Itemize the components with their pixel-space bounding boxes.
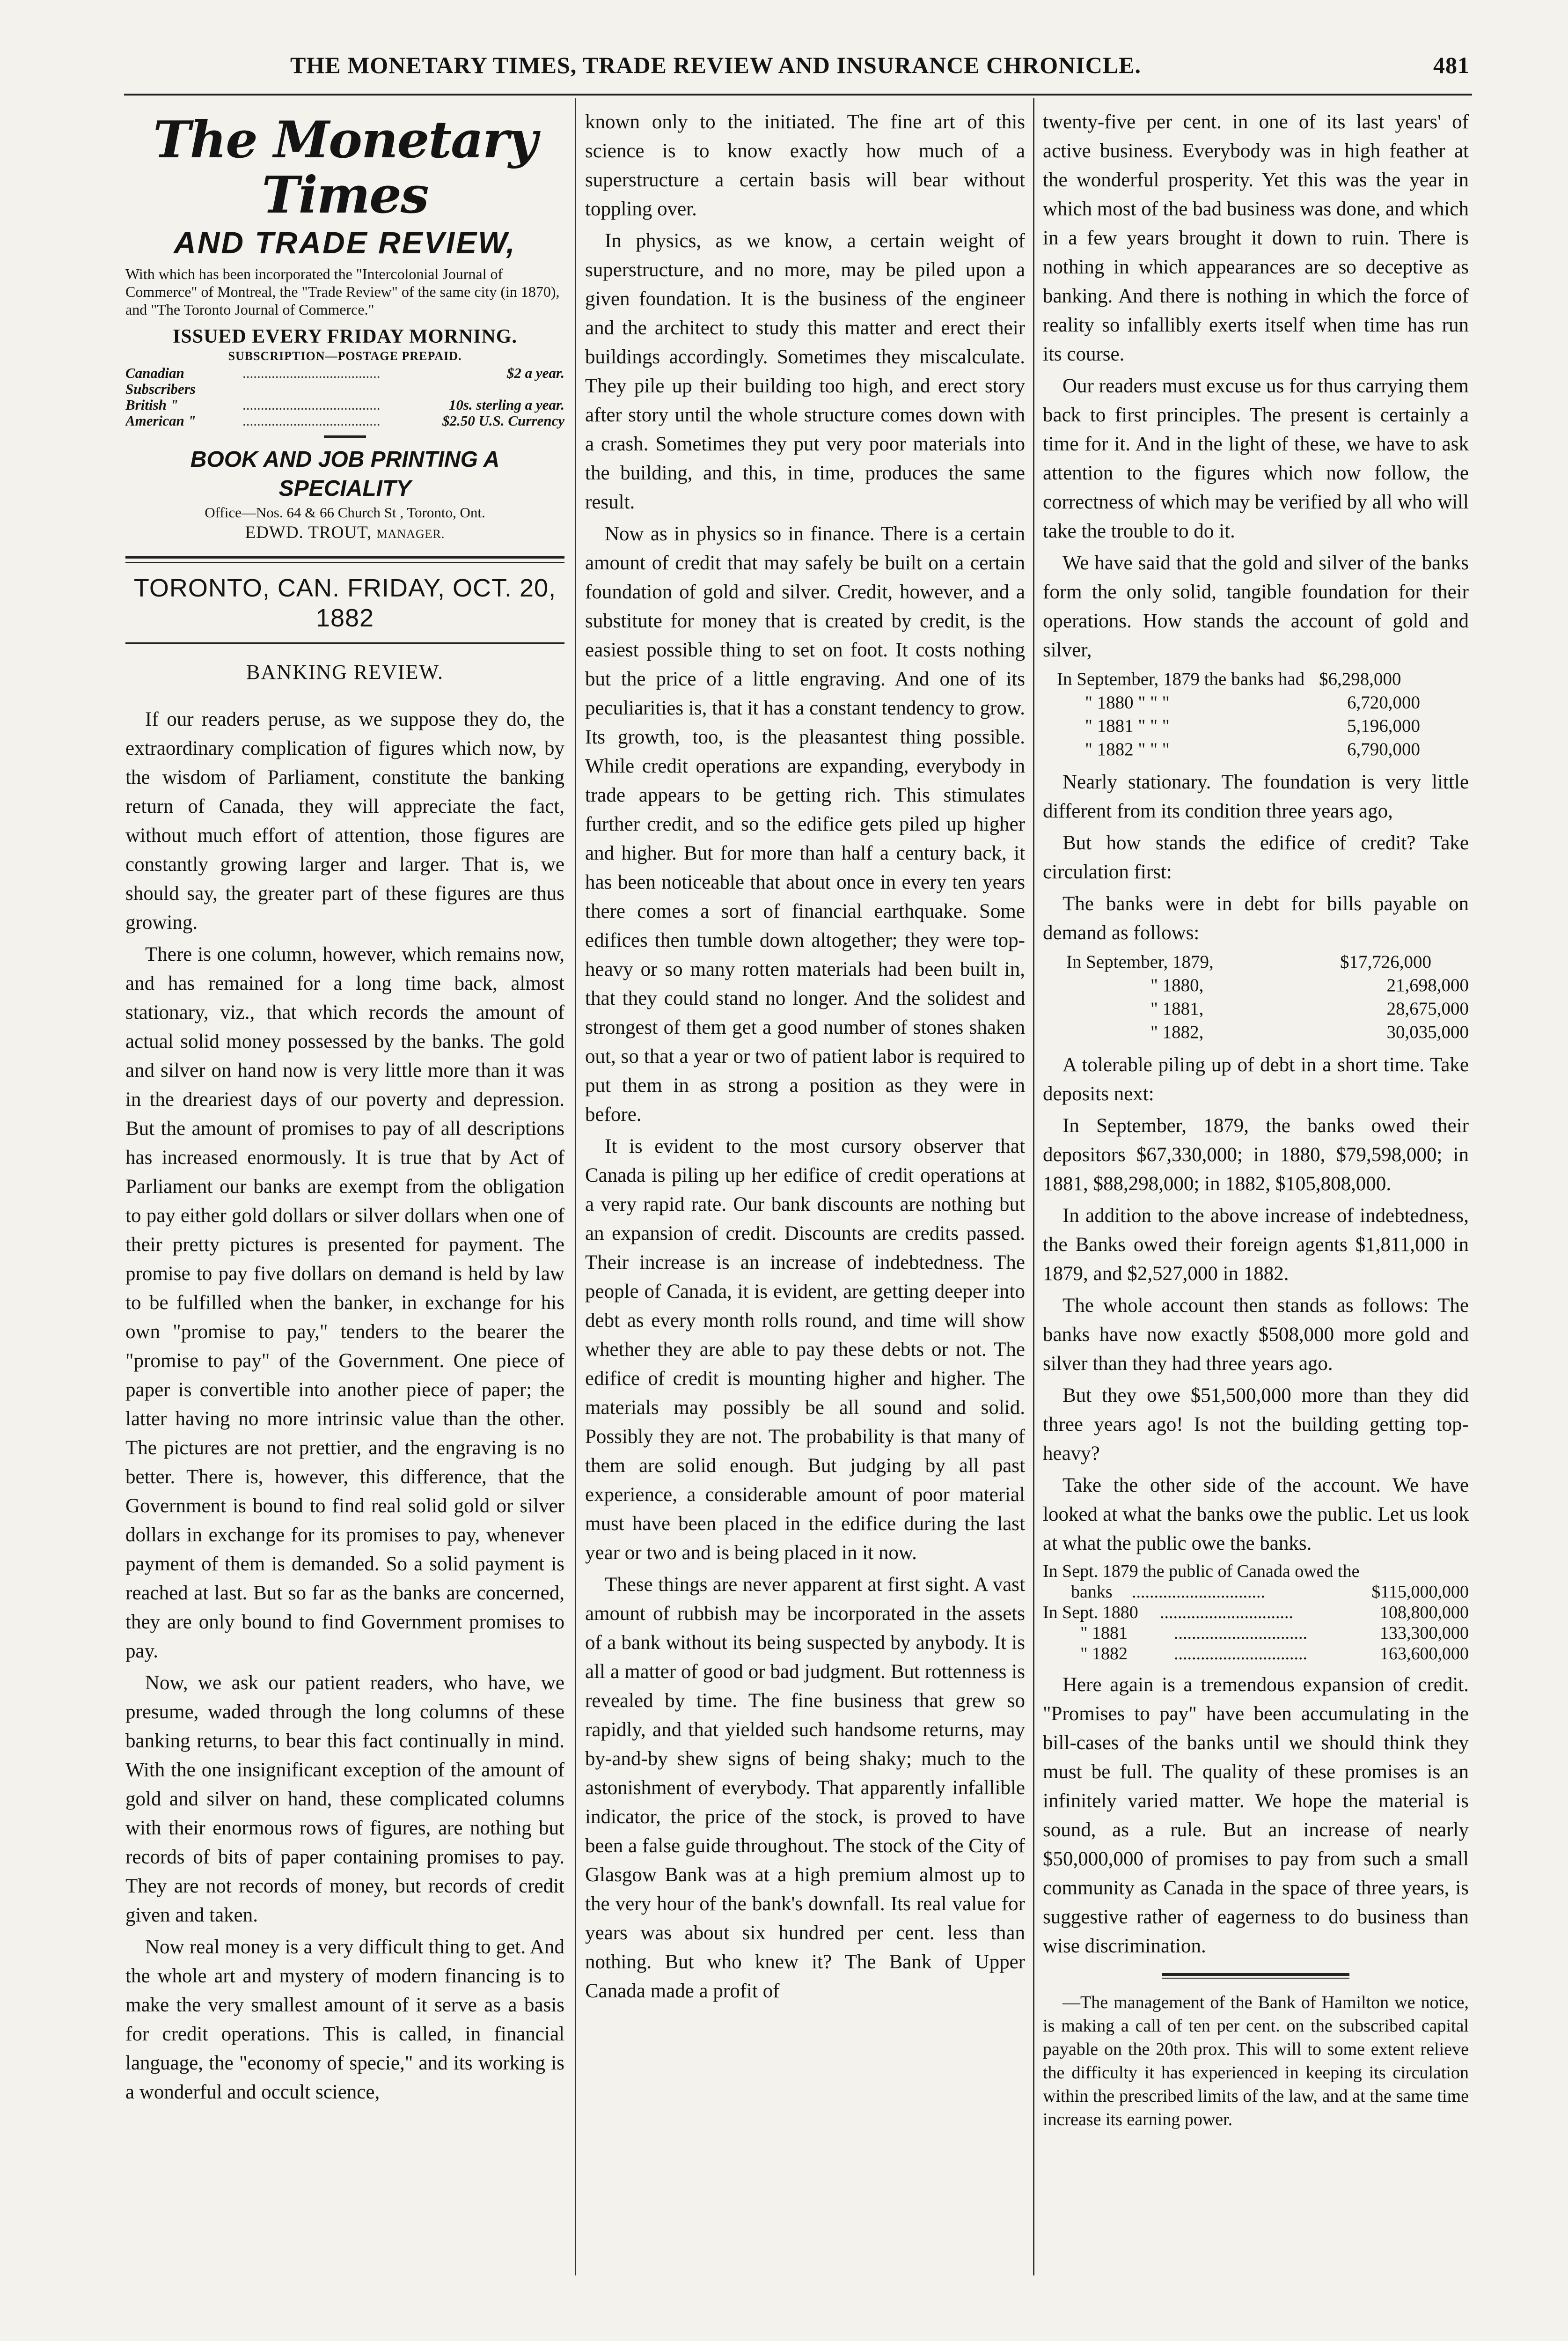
row-value: $17,726,000 — [1340, 952, 1431, 972]
double-rule — [125, 556, 564, 563]
paragraph: We have said that the gold and silver of the banks form the only solid, tangible foundation for their operations. How stands the account of gold and silver, — [1043, 552, 1469, 661]
row-value: $6,298,000 — [1319, 669, 1401, 689]
paragraph: known only to the initiated. The fine art of this science is to know exactly how much of a superstructure a certain basis will bear without toppling over. — [585, 111, 1025, 220]
paragraph: There is one column, however, which remains now, and has remained for a long time back, almost stationary, viz., that which records the amount of actual solid money possessed by the banks. The gold and silver on hand now is very little more than it was in the dreariest days of our poverty and depression. But the amount of promises to pay of all descriptions has increased enormously. It is true that by Act of Parliament our banks are exempt from the obligation to pay either gold dollars or silver dollars when one of their pretty pictures is presented for payment. The promise to pay five dollars on demand is held by law to be fulfilled when the banker, in exchange for his own "promise to pay," tenders to the bearer the "promise to pay" of the Government. One piece of paper is convertible into another piece of paper; the latter having no more intrinsic value than the other. The pictures are not prettier, and the engraving is no better. There is, however, this difference, that the Government is bound to find real solid gold or silver dollars in exchange for its promises to pay, whenever payment of them is demanded. So a solid payment is reached at last. But so far as the banks are concerned, they are only bound to find Government promises to pay. — [125, 943, 564, 1662]
row-label: " 1881 — [1080, 1623, 1128, 1643]
row-label: " 1882 — [1080, 1644, 1128, 1664]
row-value: 6,720,000 — [1347, 692, 1420, 713]
row-label: " 1882 " " " — [1085, 739, 1170, 759]
row-label: " 1882, — [1150, 1022, 1204, 1042]
row-dots: .............................. — [1174, 1623, 1307, 1643]
rate-label: British " — [125, 397, 178, 413]
paragraph: Now real money is a very difficult thing to get. And the whole art and mystery of modern financing is to make the very smallest amount of it serve as a basis for credit operations. This is called, in financial language, the "economy of specie," and its working is a wonderful and occult science, — [125, 1936, 564, 2103]
running-head-title: THE MONETARY TIMES, TRADE REVIEW AND INSURANCE CHRONICLE. — [290, 52, 1142, 78]
row-value: 21,698,000 — [1386, 975, 1469, 995]
public-debt-table — [1043, 1561, 1469, 1664]
row-value: 133,300,000 — [1380, 1623, 1469, 1643]
table-row — [1043, 714, 1469, 738]
rate-value: 10s. sterling a year. — [448, 397, 564, 413]
row-label: " 1881 " " " — [1085, 716, 1170, 736]
short-rule — [324, 435, 366, 438]
paragraph: It is evident to the most cursory observer that Canada is piling up her edifice of credit operations at a very rapid rate. Our bank discounts are nothing but an expansion of credit. Discounts are credits passed. Their increase is an increase of indebtedness. The people of Canada, it is evident, are getting deeper into debt as every month rolls round, and time will show whether they are able to pay these debts or not. The edifice of credit is mounting higher and higher. The materials may possibly be all sound and solid. Possibly they are not. The probability is that many of them are solid enough. But judging by all past experience, a considerable amount of poor material must have been placed in the edifice during the last year or two and is being placed in it now. — [585, 1135, 1025, 1564]
row-label: In September, 1879, — [1066, 952, 1214, 972]
manager-line — [125, 522, 564, 545]
paragraph: But how stands the edifice of credit? Take circulation first: — [1043, 832, 1469, 883]
row-label: " 1881, — [1150, 999, 1204, 1019]
running-head — [112, 52, 1470, 84]
table-lead: In Sept. 1879 the public of Canada owed the — [1043, 1561, 1360, 1581]
table-row — [1043, 997, 1469, 1021]
paragraph: Nearly stationary. The foundation is very little different from its condition three years ago, — [1043, 771, 1469, 822]
paragraph: twenty-five per cent. in one of its last years' of active business. Everybody was in high feather at the wonderful prosperity. Yet this was the year in which most of the bad business was done, and which in a few years brought it down to ruin. There is nothing in which appearances are so deceptive as banking. And there is nothing in which the force of reality so infallibly exerts itself when time has run its course. — [1043, 111, 1469, 365]
column-3 — [1043, 108, 1469, 2260]
bank-of-hamilton-note: —The management of the Bank of Hamilton we notice, is making a call of ten per cent. on the subscribed capital payable on the 20th prox. This will to some extent relieve the difficulty it has experienced in keeping its circulation within the prescribed limits of the law, and at the same time increase its earning power. — [1043, 1993, 1469, 2129]
page-number: 481 — [1433, 52, 1470, 78]
paragraph: But they owe $51,500,000 more than they did three years ago! Is not the building getting top-heavy? — [1043, 1384, 1469, 1465]
book-job-printing: BOOK AND JOB PRINTING A SPECIALITY — [190, 447, 500, 501]
rate-dots: ...................................... — [242, 413, 381, 429]
row-value: 28,675,000 — [1386, 999, 1469, 1019]
subscription-rates — [125, 365, 564, 429]
paragraph: A tolerable piling up of debt in a short time. Take deposits next: — [1043, 1054, 1469, 1105]
table-row — [1043, 738, 1469, 761]
column-1 — [125, 108, 564, 2260]
row-value: 108,800,000 — [1380, 1603, 1469, 1622]
row-label: In Sept. 1880 — [1043, 1603, 1138, 1622]
paragraph: Now as in physics so in finance. There is a certain amount of credit that may safely be built on a certain foundation of gold and silver. Credit, however, and a substitute for money that is created by credit, is the easiest possible thing to set on foot. It costs nothing but the price of a little engraving. And one of its peculiarities is, that it has a constant tendency to grow. Its growth, too, is the pleasantest thing possible. While credit operations are expanding, everybody in trade appears to be getting rich. This stimulates further credit, and so the edifice gets piled up higher and higher. But for more than half a century back, it has been noticeable that about once in every ten years there comes a sort of financial earthquake. Some edifices then tumble down altogether; they were top-heavy or so many rotten materials had been built in, that they could stand no longer. And the solidest and strongest of them get a good number of stones shaken out, so that a year or two of patient labor is required to put them in as strong a position as they were in before. — [585, 523, 1025, 1126]
row-dots: .............................. — [1174, 1644, 1307, 1664]
paragraph: The banks were in debt for bills payable on demand as follows: — [1043, 893, 1469, 944]
issued-line: ISSUED EVERY FRIDAY MORNING. — [173, 326, 517, 347]
section-divider-thin — [1162, 1978, 1349, 1979]
dateline-rule — [125, 642, 564, 644]
table-row — [1043, 1582, 1469, 1602]
paragraph: In addition to the above increase of indebtedness, the Banks owed their foreign agents $1,811,000 in 1879, and $2,527,000 in 1882. — [1043, 1205, 1469, 1285]
column-rule-1 — [575, 98, 576, 2275]
section-divider — [1162, 1973, 1349, 1976]
rate-value: $2 a year. — [506, 365, 564, 381]
column-2 — [585, 108, 1025, 2260]
paragraph: Now, we ask our patient readers, who have, we presume, waded through the long columns of these banking returns, to bear this fact continually in mind. With the one insignificant exception of the amount of gold and silver on hand, these complicated columns with their enormous rows of figures, are nothing but records of bits of paper containing promises to pay. They are not records of money, but records of credit given and taken. — [125, 1672, 564, 1926]
row-value: $115,000,000 — [1371, 1582, 1469, 1602]
row-label: In September, 1879 the banks had — [1057, 669, 1305, 689]
rate-row — [125, 413, 564, 429]
table-row — [1043, 1643, 1469, 1664]
paragraph: Here again is a tremendous expansion of credit. "Promises to pay" have been accumulating in the bill-cases of the banks until we should think they must be full. The quality of these promises is an infinitely varied matter. We hope the material is sound, as a rule. But an increase of nearly $50,000,000 of promises to pay from such a small community as Canada in the space of three years, is suggestive rather of eagerness to do business than wise discrimination. — [1043, 1674, 1469, 1957]
rate-value: $2.50 U.S. Currency — [442, 412, 564, 429]
incorporation-note: With which has been incorporated the "Intercolonial Journal of Commerce" of Montreal, the "Trade Review" of the same city (in 1870), and "The Toronto Journal of Commerce." — [125, 265, 560, 318]
row-value: 163,600,000 — [1380, 1644, 1469, 1664]
table-row — [1043, 1021, 1469, 1044]
masthead-subtitle: AND TRADE REVIEW, — [174, 225, 516, 260]
article-title: BANKING REVIEW. — [246, 661, 444, 684]
column-rule-2 — [1033, 98, 1034, 2275]
masthead-title: The Monetary Times — [153, 110, 537, 225]
row-value: 30,035,000 — [1386, 1022, 1469, 1042]
row-label: " 1880, — [1150, 975, 1204, 995]
row-value: 5,196,000 — [1347, 716, 1420, 736]
row-label: " 1880 " " " — [1085, 692, 1170, 713]
table-row — [1043, 668, 1469, 691]
subscription-heading: SUBSCRIPTION—POSTAGE PREPAID. — [228, 349, 462, 363]
manager-name: EDWD. TROUT, — [245, 523, 372, 542]
office-address: Office—Nos. 64 & 66 Church St , Toronto, Ont. — [205, 504, 485, 521]
paragraph: In September, 1879, the banks owed their depositors $67,330,000; in 1880, $79,598,000; in 1881, $88,298,000; in 1882, $105,808,000. — [1043, 1115, 1469, 1195]
dateline: TORONTO, CAN. FRIDAY, OCT. 20, 1882 — [133, 574, 557, 632]
table-row — [1043, 950, 1469, 974]
row-value: 6,790,000 — [1347, 739, 1420, 759]
circulation-table — [1043, 950, 1469, 1044]
rate-label: American " — [125, 412, 196, 429]
paragraph: These things are never apparent at first sight. A vast amount of rubbish may be incorporated in the assets of a bank without its being suspected by anybody. It is all a matter of good or bad judgment. But rottenness is revealed by time. The fine business that grew so rapidly, and that yielded such handsome returns, may by-and-by shew signs of being shaky; much to the astonishment of everybody. That apparently infallible indicator, the price of the stock, is proved to have been a false guide throughout. The stock of the City of Glasgow Bank was at a high premium almost up to the very hour of the bank's downfall. Its real value for years was about six hundred per cent. less than nothing. But who knew it? The Bank of Upper Canada made a profit of — [585, 1574, 1025, 2002]
paragraph: If our readers peruse, as we suppose they do, the extraordinary complication of figures which now, by the wisdom of Parliament, constitute the banking return of Canada, they will appreciate the fact, without much effort of attention, those figures are constantly growing larger and larger. That is, we should say, the greater part of these figures are thus growing. — [125, 708, 564, 934]
paragraph: Take the other side of the account. We have looked at what the banks owe the public. Let us look at what the public owe the banks. — [1043, 1474, 1469, 1554]
header-rule — [124, 94, 1472, 96]
table-row — [1043, 1602, 1469, 1623]
row-dots: .............................. — [1132, 1582, 1265, 1602]
gold-silver-table — [1043, 668, 1469, 761]
paragraph: Our readers must excuse us for thus carrying them back to first principles. The present is certainly a time for it. And in the light of these, we have to ask attention to the figures which now follow, the correctness of which may be verified by all who will take the trouble to do it. — [1043, 375, 1469, 542]
table-row — [1043, 1623, 1469, 1643]
rate-row — [125, 365, 564, 397]
paragraph: The whole account then stands as follows: The banks have now exactly $508,000 more gold and silver than they had three years ago. — [1043, 1295, 1469, 1375]
row-label: banks — [1071, 1582, 1113, 1602]
manager-role: MANAGER. — [376, 527, 445, 541]
table-row — [1043, 974, 1469, 997]
rate-row — [125, 397, 564, 413]
row-dots: .............................. — [1160, 1603, 1293, 1622]
rate-label: Canadian Subscribers — [125, 365, 196, 397]
table-row — [1043, 691, 1469, 714]
paragraph: In physics, as we know, a certain weight of superstructure, and no more, may be piled upon a given foundation. It is the business of the engineer and the architect to study this matter and erect their buildings accordingly. Sometimes they miscalculate. They pile up their building too high, and erect story after story until the whole structure comes down with a crash. Sometimes they put very poor materials into the building, and this, in time, produces the same result. — [585, 230, 1025, 513]
rate-dots: ...................................... — [242, 365, 381, 381]
rate-dots: ...................................... — [242, 397, 381, 413]
